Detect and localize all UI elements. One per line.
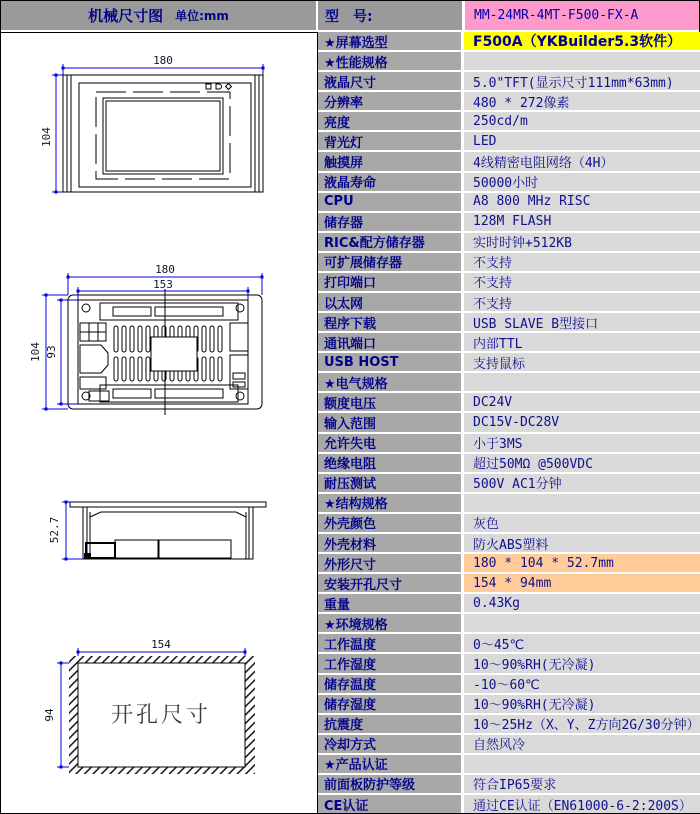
spec-row bbox=[318, 32, 700, 52]
spec-label: 外壳颜色 bbox=[318, 514, 464, 532]
side-view-drawing bbox=[48, 501, 266, 561]
spec-row bbox=[318, 735, 700, 755]
spec-label: 工作温度 bbox=[318, 634, 464, 652]
spec-row bbox=[318, 253, 700, 273]
spec-row bbox=[318, 594, 700, 614]
spec-value: DC24V bbox=[464, 393, 700, 411]
back-inner-width-dim-label: 153 bbox=[153, 278, 173, 291]
front-height-dim-label: 104 bbox=[40, 127, 53, 147]
vent-slots bbox=[114, 326, 222, 381]
spec-value: 符合IP65要求 bbox=[464, 775, 700, 793]
spec-label: ★性能规格 bbox=[318, 52, 464, 70]
spec-value: USB SLAVE B型接口 bbox=[464, 313, 700, 331]
spec-row bbox=[318, 213, 700, 233]
spec-label: 分辨率 bbox=[318, 92, 464, 110]
spec-row bbox=[318, 393, 700, 413]
spec-value: 超过50MΩ @500VDC bbox=[464, 454, 700, 472]
spec-row bbox=[318, 333, 700, 353]
spec-row bbox=[318, 132, 700, 152]
spec-label: 以太网 bbox=[318, 293, 464, 311]
spec-value: 自然风冷 bbox=[464, 735, 700, 753]
indicator-icons bbox=[206, 84, 232, 90]
spec-value: 480 * 272像素 bbox=[464, 92, 700, 110]
spec-row bbox=[318, 193, 700, 213]
spec-row bbox=[318, 413, 700, 433]
spec-value bbox=[464, 755, 700, 773]
spec-value: 128M FLASH bbox=[464, 213, 700, 231]
mechanical-dimensions-header bbox=[1, 1, 318, 30]
diamond-indicator-icon bbox=[226, 84, 232, 90]
spec-value: 小于3MS bbox=[464, 434, 700, 452]
spec-label: 储存器 bbox=[318, 213, 464, 231]
spec-row bbox=[318, 112, 700, 132]
spec-table bbox=[318, 32, 700, 813]
spec-label: 液晶尺寸 bbox=[318, 72, 464, 90]
spec-label: 安装开孔尺寸 bbox=[318, 574, 464, 592]
cutout-width-dim-label: 154 bbox=[151, 638, 171, 651]
spec-label: 允许失电 bbox=[318, 434, 464, 452]
mechanical-dimensions-title: 机械尺寸图 bbox=[88, 7, 164, 25]
cutout-drawing bbox=[43, 638, 255, 774]
body-row bbox=[1, 32, 699, 813]
back-outer-height-dim-label: 104 bbox=[29, 342, 42, 362]
spec-label: 储存温度 bbox=[318, 675, 464, 693]
spec-label: 工作湿度 bbox=[318, 654, 464, 672]
spec-value: 灰色 bbox=[464, 514, 700, 532]
spec-label: 打印端口 bbox=[318, 273, 464, 291]
spec-label: ★结构规格 bbox=[318, 494, 464, 512]
spec-row bbox=[318, 574, 700, 594]
spec-value: F500A（YKBuilder5.3软件） bbox=[464, 32, 700, 50]
side-depth-dim-label: 52.7 bbox=[48, 516, 61, 544]
spec-row bbox=[318, 795, 700, 813]
spec-row bbox=[318, 775, 700, 795]
front-view-drawing bbox=[40, 54, 265, 194]
spec-value: 防火ABS塑料 bbox=[464, 534, 700, 552]
drawings-panel bbox=[1, 32, 318, 813]
spec-label: 绝缘电阻 bbox=[318, 454, 464, 472]
spec-label: 触摸屏 bbox=[318, 152, 464, 170]
spec-value: A8 800 MHz RISC bbox=[464, 193, 700, 211]
spec-label: 亮度 bbox=[318, 112, 464, 130]
square-indicator-icon bbox=[206, 84, 211, 89]
unit-label: 单位:mm bbox=[175, 9, 229, 23]
spec-row bbox=[318, 152, 700, 172]
spec-row bbox=[318, 474, 700, 494]
spec-row bbox=[318, 695, 700, 715]
model-number-value: MM-24MR-4MT-F500-FX-A bbox=[465, 1, 699, 30]
header-row bbox=[1, 1, 699, 32]
dimension-drawings bbox=[1, 33, 317, 814]
spec-value: 5.0"TFT(显示尺寸111mm*63mm) bbox=[464, 72, 700, 90]
spec-label: 重量 bbox=[318, 594, 464, 612]
spec-label: ★环境规格 bbox=[318, 614, 464, 632]
spec-value: 不支持 bbox=[464, 253, 700, 271]
spec-label: RIC&配方储存器 bbox=[318, 233, 464, 251]
spec-label: 额度电压 bbox=[318, 393, 464, 411]
spec-label: 冷却方式 bbox=[318, 735, 464, 753]
back-outer-width-dim-label: 180 bbox=[155, 263, 175, 276]
spec-row bbox=[318, 675, 700, 695]
front-width-dim-label: 180 bbox=[153, 54, 173, 67]
spec-value: 50000小时 bbox=[464, 173, 700, 191]
spec-row bbox=[318, 534, 700, 554]
spec-value: 4线精密电阻网络（4H） bbox=[464, 152, 700, 170]
cutout-title: 开孔尺寸 bbox=[110, 703, 212, 728]
spec-value: 154 * 94mm bbox=[464, 574, 700, 592]
spec-label: 液晶寿命 bbox=[318, 173, 464, 191]
spec-row bbox=[318, 554, 700, 574]
d-shape-indicator-icon bbox=[216, 84, 222, 89]
spec-value: 0～45℃ bbox=[464, 634, 700, 652]
spec-row bbox=[318, 72, 700, 92]
spec-row bbox=[318, 92, 700, 112]
spec-value: 10～25Hz（X、Y、Z方向2G/30分钟） bbox=[464, 715, 700, 733]
spec-row bbox=[318, 514, 700, 534]
spec-row bbox=[318, 293, 700, 313]
spec-label: 前面板防护等级 bbox=[318, 775, 464, 793]
model-number-label: 型 号: bbox=[318, 1, 465, 30]
spec-row bbox=[318, 715, 700, 735]
spec-value: -10～60℃ bbox=[464, 675, 700, 693]
spec-value: 不支持 bbox=[464, 273, 700, 291]
spec-label: ★产品认证 bbox=[318, 755, 464, 773]
spec-label: 储存湿度 bbox=[318, 695, 464, 713]
spec-value bbox=[464, 52, 700, 70]
spec-label: 程序下载 bbox=[318, 313, 464, 331]
spec-label: ★电气规格 bbox=[318, 373, 464, 391]
spec-value: 实时时钟+512KB bbox=[464, 233, 700, 251]
spec-value: 500V AC1分钟 bbox=[464, 474, 700, 492]
spec-row bbox=[318, 173, 700, 193]
back-view-drawing bbox=[29, 263, 264, 415]
spec-value bbox=[464, 373, 700, 391]
spec-value: 不支持 bbox=[464, 293, 700, 311]
spec-label: ★屏幕选型 bbox=[318, 32, 464, 50]
spec-label: USB HOST bbox=[318, 353, 464, 371]
spec-row bbox=[318, 313, 700, 333]
spec-value: 内部TTL bbox=[464, 333, 700, 351]
spec-label: 外壳材料 bbox=[318, 534, 464, 552]
spec-value: 通过CE认证（EN61000-6-2:200S） bbox=[464, 795, 700, 813]
spec-value bbox=[464, 494, 700, 512]
spec-value: 250cd/m bbox=[464, 112, 700, 130]
spec-value: 10～90%RH(无冷凝) bbox=[464, 695, 700, 713]
spec-label: CE认证 bbox=[318, 795, 464, 813]
spec-value: 180 * 104 * 52.7mm bbox=[464, 554, 700, 572]
spec-label: 可扩展储存器 bbox=[318, 253, 464, 271]
spec-value: 10～90%RH(无冷凝) bbox=[464, 654, 700, 672]
cutout-height-dim-label: 94 bbox=[43, 708, 56, 722]
spec-label: 外形尺寸 bbox=[318, 554, 464, 572]
spec-row bbox=[318, 454, 700, 474]
spec-label: 通讯端口 bbox=[318, 333, 464, 351]
spec-value bbox=[464, 614, 700, 632]
spec-row bbox=[318, 434, 700, 454]
spec-row bbox=[318, 353, 700, 373]
spec-row bbox=[318, 634, 700, 654]
spec-label: CPU bbox=[318, 193, 464, 211]
spec-section-row bbox=[318, 494, 700, 514]
spec-section-row bbox=[318, 52, 700, 72]
spec-label: 抗震度 bbox=[318, 715, 464, 733]
spec-section-row bbox=[318, 373, 700, 393]
spec-value: DC15V-DC28V bbox=[464, 413, 700, 431]
spec-label: 输入范围 bbox=[318, 413, 464, 431]
back-inner-height-dim-label: 93 bbox=[45, 345, 58, 359]
spec-label: 背光灯 bbox=[318, 132, 464, 150]
spec-value: 0.43Kg bbox=[464, 594, 700, 612]
spec-row bbox=[318, 273, 700, 293]
spec-section-row bbox=[318, 614, 700, 634]
spec-value: 支持鼠标 bbox=[464, 353, 700, 371]
spec-row bbox=[318, 654, 700, 674]
spec-value: LED bbox=[464, 132, 700, 150]
spec-section-row bbox=[318, 755, 700, 775]
spec-row bbox=[318, 233, 700, 253]
spec-label: 耐压测试 bbox=[318, 474, 464, 492]
